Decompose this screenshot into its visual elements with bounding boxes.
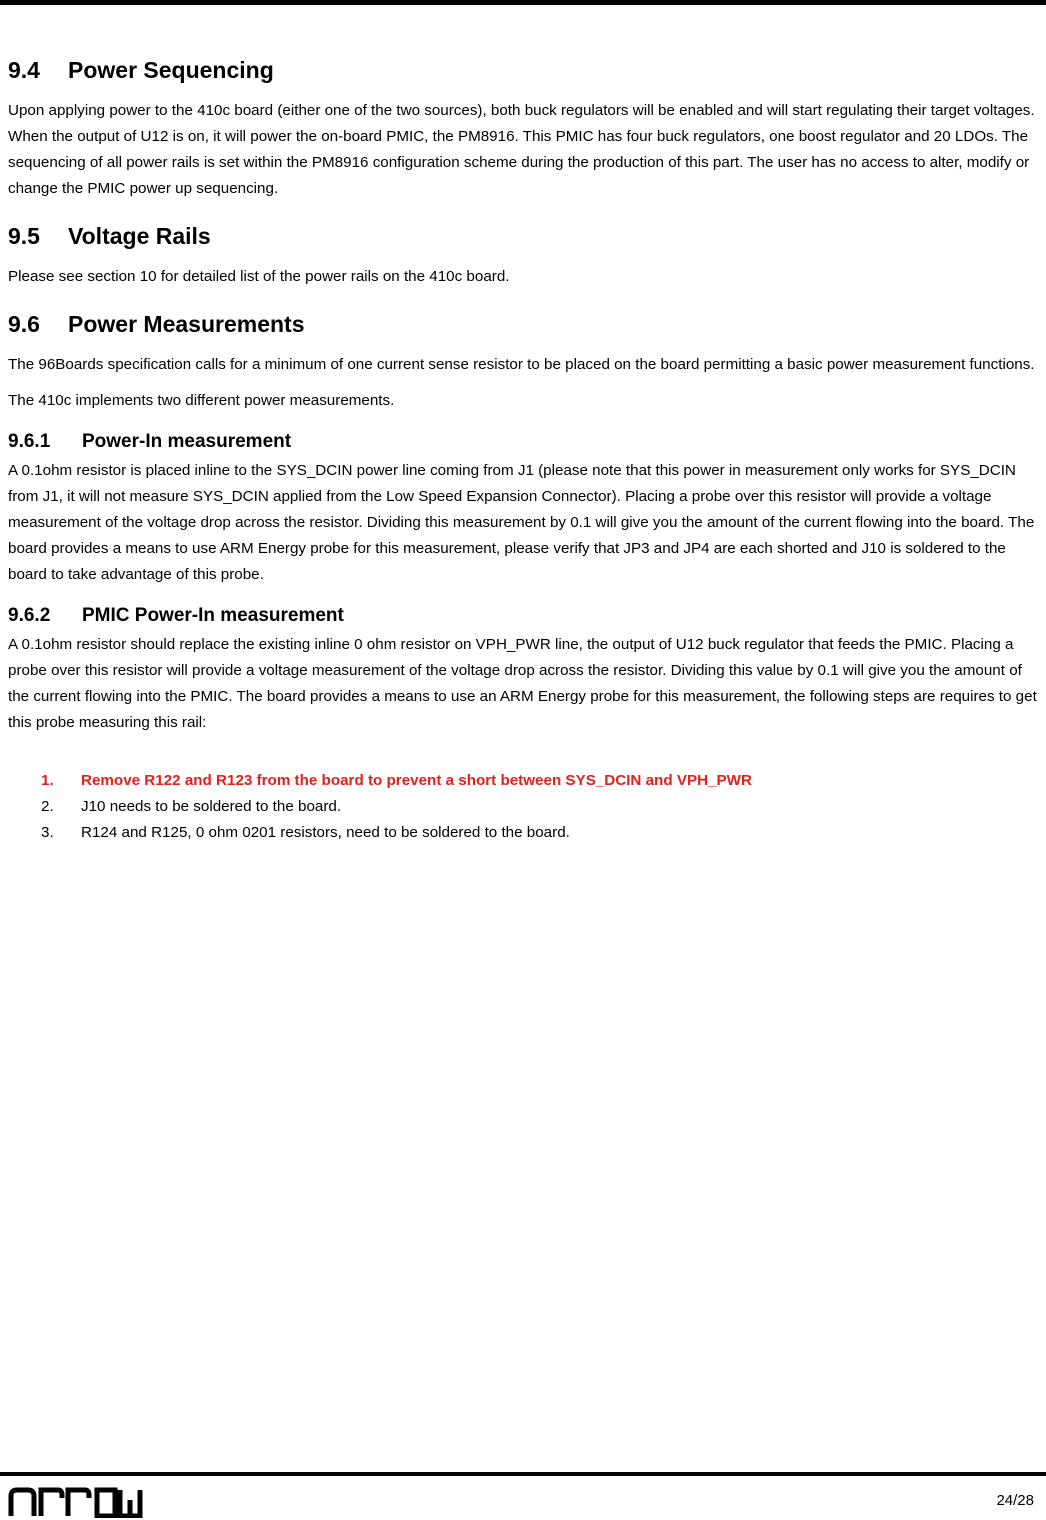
section-heading-9-4 xyxy=(8,50,1042,90)
subsection-title: PMIC Power-In measurement xyxy=(82,605,344,626)
subsection-number: 9.6.2 xyxy=(8,605,51,626)
list-item-text-warning: Remove R122 and R123 from the board to prevent a short between SYS_DCIN and VPH_PWR xyxy=(81,772,752,789)
list-item-text: J10 needs to be soldered to the board. xyxy=(81,798,342,815)
paragraph-voltage-rails: Please see section 10 for detailed list of the power rails on the 410c board. xyxy=(8,268,510,285)
list-item xyxy=(8,768,1042,794)
section-title: Power Measurements xyxy=(68,311,305,337)
list-item xyxy=(8,820,1042,846)
list-item-number: 3. xyxy=(41,824,54,841)
section-number: 9.5 xyxy=(8,223,40,249)
page-content xyxy=(8,50,1042,846)
top-rule xyxy=(0,0,1046,5)
section-number: 9.4 xyxy=(8,57,40,83)
paragraph-power-sequencing: Upon applying power to the 410c board (either one of the two sources), both buck regulators will be enabled and will start regulating their target voltages. When the output of U12 is on, it will power the on-board PMIC, the PM8916. This PMIC has four buck regulators, one boost regulator and 20 LDOs. The sequencing of all power rails is set within the PM8916 configuration scheme during the production of this part. The user has no access to alter, modify or change the PMIC power up sequencing. xyxy=(8,102,1035,197)
arrow-logo xyxy=(8,1486,144,1518)
list-item-number: 1. xyxy=(41,772,54,789)
section-title: Voltage Rails xyxy=(68,223,211,249)
section-heading-9-5 xyxy=(8,216,1042,256)
steps-list xyxy=(8,768,1042,846)
paragraph-power-in-measurement: A 0.1ohm resistor is placed inline to the SYS_DCIN power line coming from J1 (please note that this power in measurement only works for SYS_DCIN from J1, it will not measure SYS_DCIN applied from the Low Speed Expansion Connector). Placing a probe over this resistor will provide a voltage measurement of the voltage drop across the resistor. Dividing this measurement by 0.1 will give you the amount of the current flowing into the board. The board provides a means to use ARM Energy probe for this measurement, please verify that JP3 and JP4 are each shorted and J10 is soldered to the board to take advantage of this probe. xyxy=(8,462,1035,583)
section-number: 9.6 xyxy=(8,311,40,337)
paragraph-power-measurements-spec: The 96Boards specification calls for a minimum of one current sense resistor to be placed on the board permitting a basic power measurement functions. xyxy=(8,356,1035,373)
paragraph-power-measurements-impl: The 410c implements two different power measurements. xyxy=(8,392,395,409)
section-heading-9-6 xyxy=(8,304,1042,344)
subsection-heading-9-6-2 xyxy=(8,600,1042,632)
subsection-number: 9.6.1 xyxy=(8,431,51,452)
list-item-number: 2. xyxy=(41,798,54,815)
list-item-text: R124 and R125, 0 ohm 0201 resistors, need to be soldered to the board. xyxy=(81,824,570,841)
page-number: 24/28 xyxy=(996,1492,1034,1509)
subsection-heading-9-6-1 xyxy=(8,426,1042,458)
subsection-title: Power-In measurement xyxy=(82,431,292,452)
list-item xyxy=(8,794,1042,820)
footer-rule xyxy=(0,1472,1046,1476)
section-title: Power Sequencing xyxy=(68,57,274,83)
paragraph-pmic-power-in-measurement: A 0.1ohm resistor should replace the existing inline 0 ohm resistor on VPH_PWR line, the output of U12 buck regulator that feeds the PMIC. Placing a probe over this resistor will provide a voltage measurement of the voltage drop across the resistor. Dividing this value by 0.1 will give you the amount of the current flowing into the PMIC. The board provides a means to use an ARM Energy probe for this measurement, the following steps are requires to get this probe measuring this rail: xyxy=(8,636,1037,731)
